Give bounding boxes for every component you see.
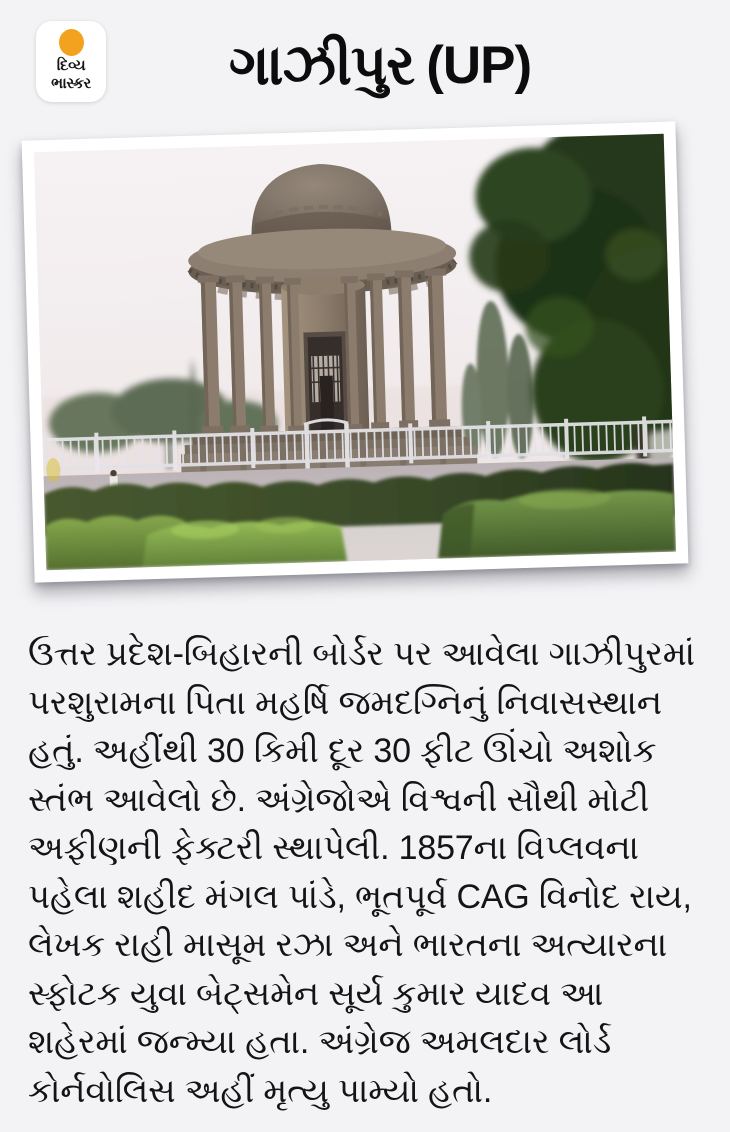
title-city: ગાઝીપુર (228, 32, 415, 96)
brand-name-line1: દિવ્ય (56, 57, 86, 74)
monument-photo (22, 121, 689, 582)
sun-icon (59, 29, 84, 56)
monument-photo-scene (34, 134, 676, 571)
article-body: ઉત્તર પ્રદેશ-બિહારની બોર્ડર પર આવેલા ગાઝીપુરમાં પરશુરામના પિતા મહર્ષિ જમદગ્નિનું નિવાસસ્થાન હતું. અહીંથી 30 કિમી દૂર 30 ફીટ ઊંચો અશોક સ્તંભ આવેલો છે. અંગ્રેજોએ વિશ્વની સૌથી મોટી અફીણની ફેક્ટરી સ્થાપેલી. 1857ના વિપ્લવના પહેલા શહીદ મંગલ પાંડે, ભૂતપૂર્વ CAG વિનોદ રાય, લેખક રાહી માસૂમ રઝા અને ભારતના અત્યારના સ્ફોટક યુવા બેટ્સમેન સૂર્ય કુમાર યાદવ આ શહેરમાં જન્મ્યા હતા. અંગ્રેજ અમલદાર લોર્ડ કોર્નવોલિસ અહીં મૃત્યુ પામ્યો હતો. (28, 635, 695, 1110)
page-title (90, 22, 670, 108)
title-region: (UP) (426, 35, 532, 95)
brand-name-line2: ભાસ્કર (51, 75, 91, 92)
